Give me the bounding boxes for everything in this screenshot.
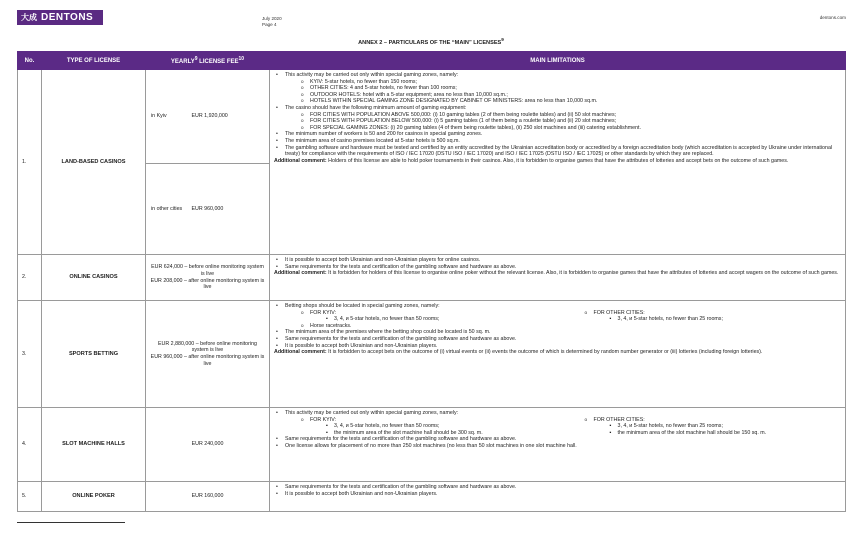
row-no: 4. bbox=[18, 408, 42, 482]
list-item: • It is possible to accept both Ukrainian and non-Ukrainian players. bbox=[274, 491, 841, 498]
comment-text: Holders of this license are able to hold poker tournaments in their casinos. Also, it is forbidden to organise games that have the attributes of lotteries and accept bets on the outcome of such games. bbox=[326, 157, 789, 164]
col-fee bbox=[146, 52, 270, 70]
list-item: • Same requirements for the tests and certification of the gambling software and hardware as above. bbox=[274, 436, 841, 443]
list-item: ▪ 3, 4, и 5-star hotels, no fewer than 25 rooms; bbox=[558, 316, 842, 323]
table-row bbox=[18, 482, 846, 512]
list-item: o FOR CITIES WITH POPULATION BELOW 500,000: (i) 5 gaming tables (1 of them being a roulette table) and (ii) 20 slot machines; bbox=[274, 118, 841, 125]
footnote-divider bbox=[17, 522, 125, 523]
row-no: 5. bbox=[18, 482, 42, 512]
row-limitations bbox=[270, 408, 846, 482]
list-item: o KYIV: 5-star hotels, no fewer than 150 rooms; bbox=[274, 79, 841, 86]
list-item: • This activity may be carried out only within special gaming zones, namely: bbox=[274, 410, 841, 417]
logo-mark: 大成 bbox=[21, 13, 37, 22]
list-item: ▪ the minimum area of the slot machine hall should be 300 sq. m. bbox=[274, 430, 558, 437]
list-item: • The minimum area of casino premises located at 5-star hotels is 500 sq.m. bbox=[274, 138, 841, 145]
list-item: o OUTDOOR HOTELS: hotel with a 5-star equipment; area no less than 10,000 sq.m.; bbox=[274, 92, 841, 99]
list-item: o FOR KYIV: bbox=[274, 417, 558, 424]
fee-before: EUR 2,880,000 – before online monitoring system is live bbox=[158, 340, 257, 354]
list-item: • This activity may be carried out only within special gaming zones, namely: bbox=[274, 72, 841, 79]
row-no: 1. bbox=[18, 70, 42, 255]
fee-before: EUR 624,000 – before online monitoring system is live bbox=[151, 264, 264, 277]
col-fee-label-rest: LICENSE FEE bbox=[197, 59, 239, 65]
col-no: No. bbox=[18, 52, 42, 70]
header-date-page bbox=[262, 16, 282, 27]
list-item: • Same requirements for the tests and certification of the gambling software and hardware as above. bbox=[274, 264, 841, 271]
table-row bbox=[18, 70, 846, 164]
row-fee: EUR 240,000 bbox=[146, 408, 270, 482]
fee-after: EUR 208,000 – after online monitoring system is live bbox=[150, 277, 265, 291]
list-item: ▪ 3, 4, и 5-star hotels, no fewer than 25 rooms; bbox=[558, 423, 842, 430]
list-item: ▪ 3, 4, и 5-star hotels, no fewer than 50 rooms; bbox=[274, 316, 558, 323]
list-item: o FOR OTHER CITIES: bbox=[558, 417, 842, 424]
dentons-logo bbox=[17, 10, 103, 25]
fee-city: in other cities bbox=[146, 164, 188, 255]
header-date: July 2020 bbox=[262, 16, 282, 21]
fee-footnote-2: 10 bbox=[238, 56, 245, 62]
comment-label: Additional comment: bbox=[274, 157, 327, 164]
comment-text: It is forbidden for holders of this license to organise online poker without the relevant license. Also, it is forbidden to organise games that have the attributes of lotteries and accept wagers on the outcome of such games. bbox=[326, 270, 839, 277]
list-item: o FOR KYIV: bbox=[274, 310, 558, 317]
logo-text: DENTONS bbox=[41, 12, 94, 23]
list-item: o OTHER CITIES: 4 and 5-star hotels, no fewer than 100 rooms; bbox=[274, 85, 841, 92]
list-item: ▪ the minimum area of the slot machine hall should be 150 sq. m. bbox=[558, 430, 842, 437]
list-item: o FOR OTHER CITIES: bbox=[558, 310, 842, 317]
table-row bbox=[18, 255, 846, 301]
page-title bbox=[0, 37, 862, 46]
col-type: TYPE OF LICENSE bbox=[42, 52, 146, 70]
row-type: SPORTS BETTING bbox=[42, 301, 146, 408]
header-site: dentons.com bbox=[819, 15, 846, 20]
row-type: ONLINE CASINOS bbox=[42, 255, 146, 301]
list-item: • Same requirements for the tests and certification of the gambling software and hardware as above. bbox=[274, 336, 841, 343]
list-item: • The minimum area of the premises where the betting shop could be located is 50 sq. m. bbox=[274, 329, 841, 336]
list-item: • It is possible to accept both Ukrainian and non-Ukrainian players for online casinos. bbox=[274, 257, 841, 264]
fee-amount: EUR 960,000 bbox=[188, 164, 270, 255]
row-fee bbox=[146, 255, 270, 301]
fee-city: in Kyiv bbox=[146, 70, 188, 164]
row-fee: EUR 160,000 bbox=[146, 482, 270, 512]
list-item: o HOTELS WITHIN SPECIAL GAMING ZONE DESIGNATED BY CABINET OF MINISTERS: area no less than 10,000 sq.m. bbox=[274, 98, 841, 105]
title-footnote: 9 bbox=[501, 37, 504, 42]
list-item: o FOR CITIES WITH POPULATION ABOVE 500,000: (i) 10 gaming tables (2 of them being roulette tables) and (ii) 50 slot machines; bbox=[274, 112, 841, 119]
list-item: o Horse racetracks. bbox=[274, 323, 841, 330]
row-fee bbox=[146, 301, 270, 408]
row-type: LAND-BASED CASINOS bbox=[42, 70, 146, 255]
list-item: • Same requirements for the tests and certification of the gambling software and hardware as above. bbox=[274, 484, 841, 491]
header-page: Page 4 bbox=[262, 21, 277, 27]
row-limitations bbox=[270, 301, 846, 408]
city-columns bbox=[274, 417, 841, 437]
table-row bbox=[18, 301, 846, 408]
row-type: ONLINE POKER bbox=[42, 482, 146, 512]
additional-comment bbox=[274, 349, 841, 356]
table-header-row bbox=[18, 52, 846, 70]
additional-comment bbox=[274, 158, 841, 165]
city-columns bbox=[274, 310, 841, 323]
list-item: ▪ 3, 4, и 5-star hotels, no fewer than 50 rooms; bbox=[274, 423, 558, 430]
row-type: SLOT MACHINE HALLS bbox=[42, 408, 146, 482]
fee-amount: EUR 1,920,000 bbox=[188, 70, 270, 164]
comment-text: It is forbidden to accept bets on the outcome of (i) virtual events or (ii) events the outcome of which is determined by random number generator or (iii) lotteries (including foreign lotteries). bbox=[326, 349, 763, 356]
row-no: 2. bbox=[18, 255, 42, 301]
list-item: • The casino should have the following minimum amount of gaming equipment: bbox=[274, 105, 841, 112]
row-no: 3. bbox=[18, 301, 42, 408]
fee-after: EUR 960,000 – after online monitoring system is live bbox=[150, 354, 265, 367]
table-row bbox=[18, 408, 846, 482]
list-item: o FOR SPECIAL GAMING ZONES: (i) 20 gaming tables (4 of them being roulette tables), (ii) 250 slot machines and (iii) catering establishment. bbox=[274, 125, 841, 132]
col-limitations: MAIN LIMITATIONS bbox=[270, 52, 846, 70]
comment-label: Additional comment: bbox=[274, 349, 327, 356]
title-text: ANNEX 2 – PARTICULARS OF THE “MAIN” LICENSES bbox=[358, 39, 502, 46]
licenses-table bbox=[17, 51, 846, 512]
comment-label: Additional comment: bbox=[274, 270, 327, 277]
row-limitations bbox=[270, 70, 846, 255]
additional-comment bbox=[274, 270, 841, 277]
list-item: • The minimum number of workers is 50 and 200 for casinos in special gaming zones. bbox=[274, 131, 841, 138]
list-item: • The gambling software and hardware must be tested and certified by an entity accredited by the Ukrainian accreditation body or accredited by a foreign accreditation body (which accreditation is accepted by Ukraine under international treaty) for compliance with the requirements of ISO / IEC 17020 (DSTU ISO / IEC 17020) and ISO / IEC 17025 (DSTU ISO / IEC 17025) or other standards by which they are replaced. bbox=[274, 145, 841, 158]
row-limitations bbox=[270, 255, 846, 301]
col-fee-label: YEARLY bbox=[170, 59, 195, 65]
list-item: • Betting shops should be located in special gaming zones, namely: bbox=[274, 303, 841, 310]
list-item: • It is possible to accept both Ukrainian and non-Ukrainian players. bbox=[274, 343, 841, 350]
fee-footnote-1: 9 bbox=[194, 56, 198, 62]
list-item: • One license allows for placement of no more than 250 slot machines (no less than 50 slot machines in one slot machine hall. bbox=[274, 443, 841, 450]
row-limitations bbox=[270, 482, 846, 512]
